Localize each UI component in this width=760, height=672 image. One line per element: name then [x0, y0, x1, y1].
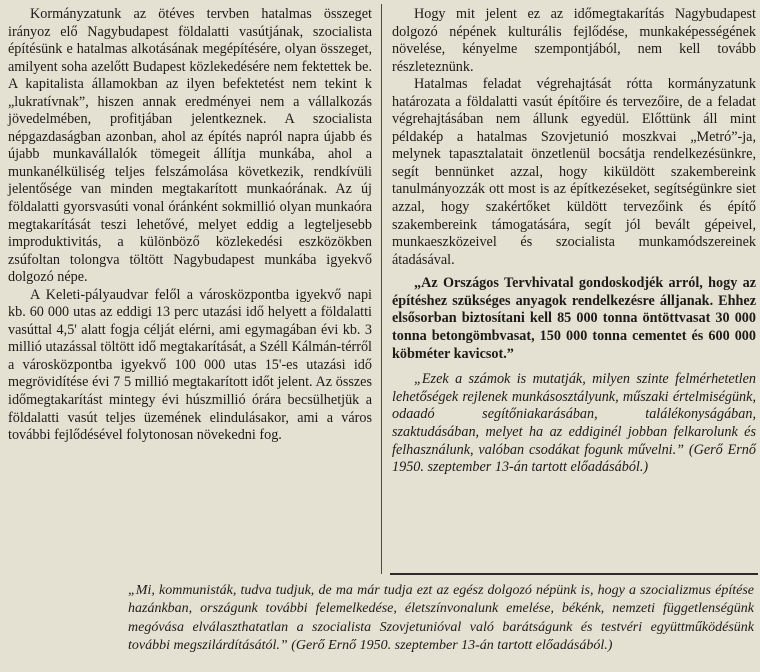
right-paragraph-1: Hogy mit jelent ez az időmegtakarítás Nagybudapest dolgozó népének kulturális fejlődése, munkaképességének növelése, kényelme szempontjából, nem kell tovább részleteznünk.	[392, 6, 756, 75]
left-column	[8, 6, 372, 445]
left-paragraph-1: Kormányzatunk az ötéves tervben hatalmas összeget irányoz elő Nagybudapest földalatti vasútjának, szocialista építésünk e hatalmas alkotásának megépítésére, olyan összeget, amilyent soha azelőtt Budapest közlekedésére nem fektettek be. A kapitalista államokban az ilyen befektetést nem tekint k „lukratívnak”, hiszen annak eredményei nem a vállalkozás jövedelmében, profitjában jelentkeznek. A szocialista népgazdaságban azonban, ahol az építés napról napra újabb és újabb munkavállalók tömegeit állítja munkába, ahol a munkanélküliség teljes felszámolása következik, rendkívüli jelentősége van minden megtakarított munkaórának. Az új földalatti gyorsvasúti vonal óránként sokmillió olyan munkaóra megtakarítását teszi lehetővé, melyet eddig a legteljesebb improduktivitás, a különböző közlekedési eszközökben zsúfoltan tolongva töltött Nagybudapest munkába igyekvő dolgozó népe.	[8, 6, 372, 286]
horizontal-divider	[390, 573, 758, 575]
left-paragraph-2: A Keleti-pályaudvar felől a városközpontba igyekvő napi kb. 60 000 utas az eddigi 13 perc utazási idő helyett a földalatti vasúttal 4,5' alatt fogja célját elérni, ami egymagában évi kb. 3 millió utazással töltött idő megtakarítását, a Széll Kálmán-térről a városközpontba igyekvő 100 000 utas 15'-es utazási idő megrövidítése évi 7 5 millió megtakarított időt jelent. Az összes időmegtakarítást mintegy évi húszmillió órára becsülhetjük a földalatti vasút teljes üzemének elindulásakor, ami a város további fejlődésével folytonosan növekedni fog.	[8, 286, 372, 444]
column-divider	[381, 4, 382, 574]
right-paragraph-2: Hatalmas feladat végrehajtását rótta kormányzatunk határozata a földalatti vasút építőire és tervezőire, de a feladat végrehajtásában nem állunk egyedül. Előttünk áll mint példakép a hatalmas Szovjetunió moszkvai „Metró”-ja, melynek tapasztalatait önzetlenül bocsátja rendelkezésünkre, segít bennünket azzal, hogy kiküldött szakembereink tanulmányozzák ott most is az építkezéseket, segítségünkre siet azzal, hogy szakértőket küldött tervezőink és építő szakembereink támogatására, segít jól bevált gépeivel, munkaeszközeivel és szocialista munkamódszereinek átadásával.	[392, 76, 756, 268]
bottom-quote-block	[128, 582, 754, 656]
gero-quote-numbers: „Ezek a számok is mutatják, milyen szinte felmérhetetlen lehetőségek rejlenek munkásosztályunk, műszaki értelmiségünk, odaadó segítőniakarásában, találékonyságában, szaktudásában, melyet ha az eddiginél jobban felkarolunk és felhasználunk, valóban csodákat fogunk művelni.” (Gerő Ernő 1950. szeptember 13-án tartott előadásából.)	[392, 371, 756, 476]
right-column	[392, 6, 756, 477]
bottom-quote: „Mi, kommunisták, tudva tudjuk, de ma már tudja ezt az egész dolgozó népünk is, hogy a szocializmus építése hazánkban, országunk további felemelkedése, életszínvonalunk emelése, békénk, nemzeti függetlenségünk megóvása elválaszthatatlan a szocialista Szovjetunióval való barátságunk és testvéri együttműködésünk további megszilárdításától.” (Gerő Ernő 1950. szeptember 13-án tartott előadásából.)	[128, 583, 754, 654]
plan-office-quote: „Az Országos Tervhivatal gondoskodjék arról, hogy az építéshez szükséges anyagok rendelkezésre álljanak. Ehhez elsősorban biztosítani kell 85 000 tonna öntöttvasat 30 000 tonna betongömbvasat, 150 000 tonna cementet és 600 000 köbméter kavicsot.”	[392, 275, 756, 362]
